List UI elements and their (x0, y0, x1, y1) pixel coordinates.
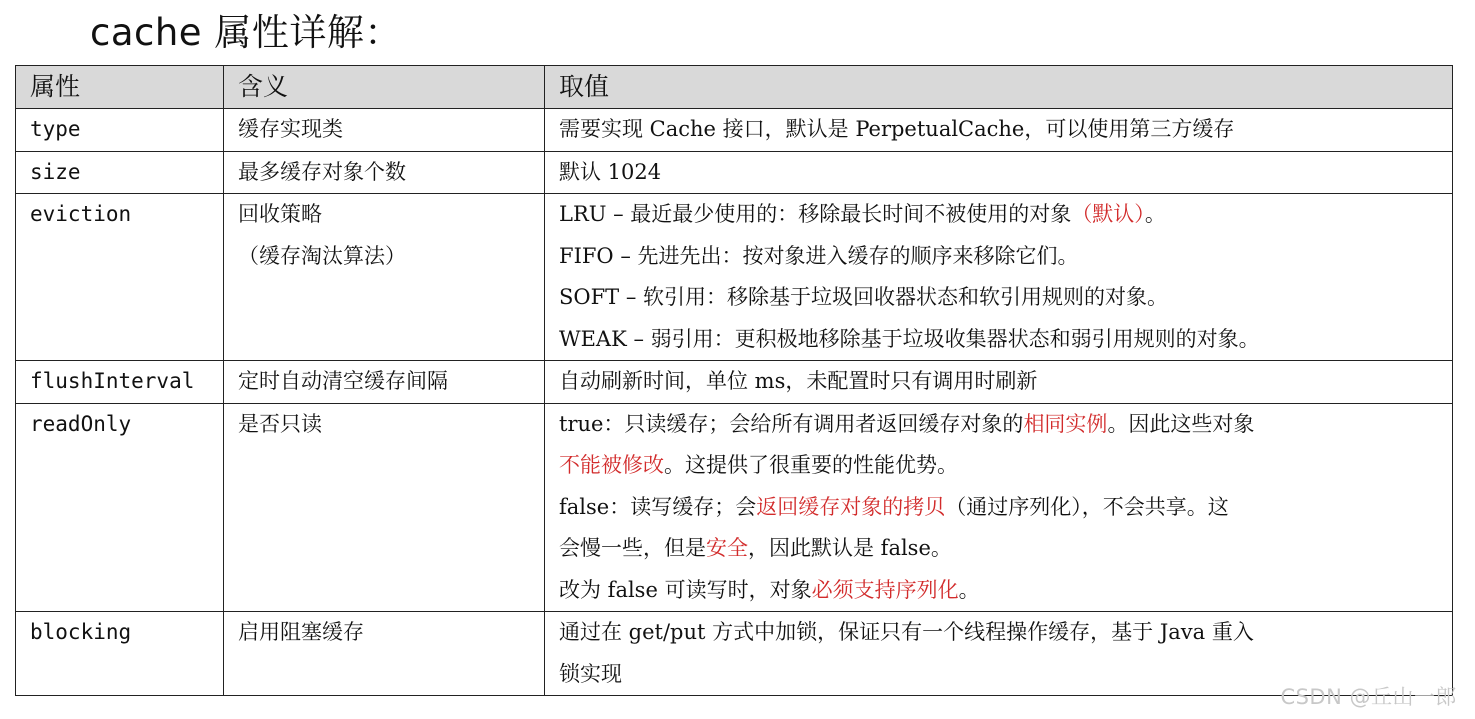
value-line (559, 570, 1452, 612)
watermark: CSDN @丘山一郎 (1280, 685, 1457, 709)
value-cell (545, 361, 1453, 404)
attr-name-cell: readOnly (16, 403, 224, 612)
page-title: cache 属性详解： (90, 11, 402, 54)
value-text: true：只读缓存；会给所有调用者返回缓存对象的 (559, 411, 1024, 436)
value-text: FIFO – 先进先出：按对象进入缓存的顺序来移除它们。 (559, 243, 1079, 268)
value-text: LRU – 最近最少使用的：移除最长时间不被使用的对象 (559, 202, 1072, 226)
meaning-line: 最多缓存对象个数 (238, 159, 406, 184)
value-text: false：读写缓存；会 (559, 494, 757, 519)
value-text: 。 (958, 577, 980, 602)
value-text: ，因此默认是 false。 (748, 536, 952, 560)
header-meaning: 含义 (224, 66, 545, 109)
value-text: 锁实现 (559, 661, 622, 686)
value-cell (545, 109, 1453, 152)
table-body (16, 109, 1453, 696)
value-cell (545, 403, 1453, 612)
value-cell (545, 151, 1453, 194)
attr-name-cell: eviction (16, 194, 224, 361)
table-row (16, 194, 1453, 361)
header-value: 取值 (545, 66, 1453, 109)
value-line (559, 194, 1452, 236)
meaning-cell (224, 194, 545, 361)
value-line (559, 236, 1452, 278)
value-text: 会慢一些，但是 (559, 536, 706, 560)
meaning-cell (224, 403, 545, 612)
value-line (559, 528, 1452, 570)
value-text: 需要实现 Cache 接口，默认是 PerpetualCache，可以使用第三方缓存 (559, 117, 1235, 141)
meaning-line: 启用阻塞缓存 (238, 620, 364, 644)
meaning-cell (224, 361, 545, 404)
attr-name-cell: blocking (16, 612, 224, 696)
value-line (559, 361, 1452, 403)
attr-name-cell: flushInterval (16, 361, 224, 404)
meaning-line: （缓存淘汰算法） (238, 243, 406, 268)
meaning-line: 缓存实现类 (238, 117, 343, 141)
emphasis-text: 不能被修改 (559, 453, 664, 477)
emphasis-text: （默认） (1071, 202, 1145, 226)
emphasis-text: 相同实例 (1023, 411, 1108, 436)
table-row (16, 612, 1453, 696)
table-row (16, 403, 1453, 612)
table-row (16, 361, 1453, 404)
value-line (559, 152, 1452, 194)
attribute-table (15, 65, 1453, 696)
emphasis-text: 返回缓存对象的拷贝 (756, 494, 946, 519)
value-text: 。这提供了很重要的性能优势。 (664, 453, 958, 477)
value-line (559, 445, 1452, 487)
table-row (16, 151, 1453, 194)
meaning-cell (224, 612, 545, 696)
table-header-row (16, 66, 1453, 109)
table-row (16, 109, 1453, 152)
emphasis-text: 安全 (706, 536, 748, 560)
meaning-line: 定时自动清空缓存间隔 (238, 369, 448, 393)
value-line (559, 612, 1452, 654)
emphasis-text: 必须支持序列化 (811, 577, 959, 602)
value-text: （通过序列化），不会共享。这 (945, 494, 1229, 519)
value-cell (545, 194, 1453, 361)
value-text: 。 (1144, 202, 1166, 226)
meaning-cell (224, 109, 545, 152)
attr-name-cell: type (16, 109, 224, 152)
value-text: 改为 false 可读写时，对象 (559, 577, 812, 602)
value-line (559, 277, 1452, 319)
header-attr: 属性 (16, 66, 224, 109)
value-line (559, 319, 1452, 361)
meaning-line: 回收策略 (238, 202, 322, 226)
value-text: 通过在 get/put 方式中加锁，保证只有一个线程操作缓存，基于 Java 重入 (559, 620, 1254, 644)
value-line (559, 487, 1452, 529)
value-line (559, 404, 1452, 446)
attr-name-cell: size (16, 151, 224, 194)
meaning-line: 是否只读 (238, 411, 322, 436)
value-line (559, 109, 1452, 151)
value-text: 自动刷新时间，单位 ms，未配置时只有调用时刷新 (559, 369, 1038, 393)
value-text: SOFT – 软引用：移除基于垃圾回收器状态和软引用规则的对象。 (559, 285, 1169, 309)
value-text: 。因此这些对象 (1107, 411, 1255, 436)
value-text: WEAK – 弱引用：更积极地移除基于垃圾收集器状态和弱引用规则的对象。 (559, 326, 1260, 351)
value-text: 默认 1024 (559, 159, 662, 184)
meaning-cell (224, 151, 545, 194)
